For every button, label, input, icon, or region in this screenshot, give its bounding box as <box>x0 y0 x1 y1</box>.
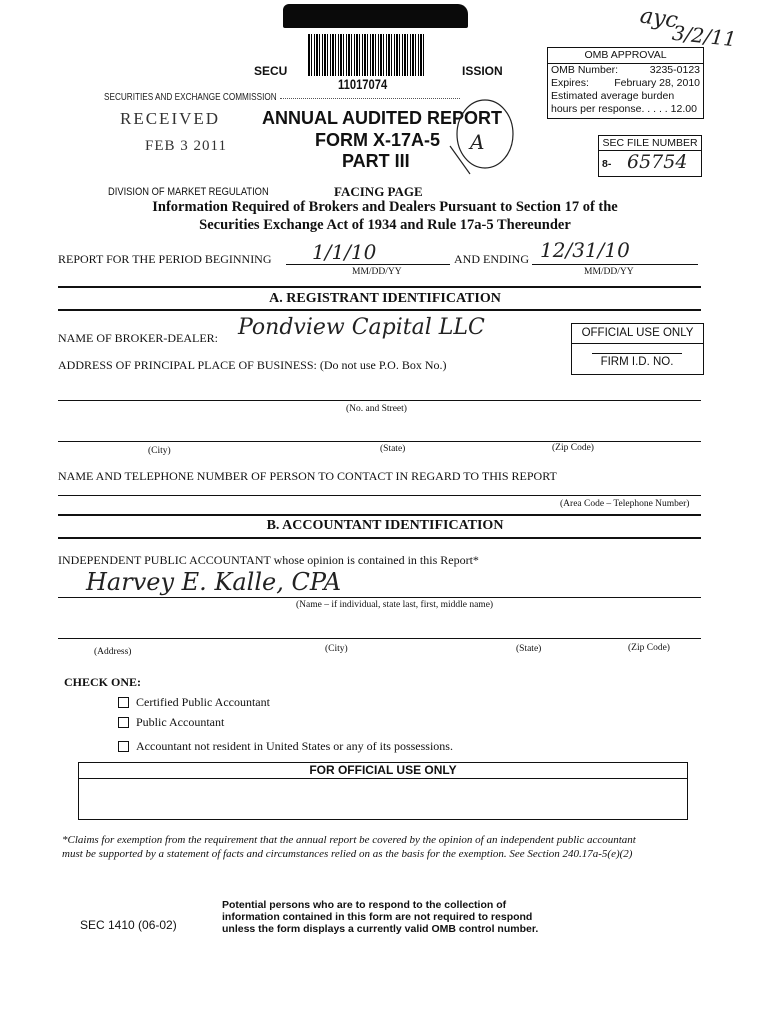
handwritten-date: 3/2/11 <box>670 20 738 52</box>
sec-file-title: SEC FILE NUMBER <box>599 136 701 151</box>
stamp-division: DIVISION OF MARKET REGULATION <box>108 186 269 198</box>
section-b-title: B. ACCOUNTANT IDENTIFICATION <box>266 518 504 533</box>
name-caption: (Name – if individual, state last, first, middle name) <box>296 600 494 610</box>
b-zip-caption: (Zip Code) <box>628 643 670 653</box>
period-begin-value[interactable]: 1/1/10 <box>312 240 377 264</box>
firm-id-label: FIRM I.D. NO. <box>592 353 682 368</box>
title-annual-report: ANNUAL AUDITED REPORT <box>262 108 503 128</box>
section-a-rule-bottom <box>58 309 701 311</box>
section-a-title: A. REGISTRANT IDENTIFICATION <box>269 291 501 306</box>
city-line <box>58 441 701 442</box>
address-label: ADDRESS OF PRINCIPAL PLACE OF BUSINESS: (Do not use P.O. Box No.) <box>58 358 447 372</box>
phone-caption: (Area Code – Telephone Number) <box>560 499 690 509</box>
amended-mark: A <box>470 130 485 154</box>
omb-number-value: 3235-0123 <box>649 64 700 76</box>
stamp-sec: SECURITIES AND EXCHANGE COMMISSION <box>104 92 277 103</box>
period-end-value[interactable]: 12/31/10 <box>540 238 630 262</box>
street-line <box>58 400 701 401</box>
period-end-format: MM/DD/YY <box>584 267 634 277</box>
b-address-caption: (Address) <box>94 647 132 657</box>
broker-value[interactable]: Pondview Capital LLC <box>238 315 485 340</box>
city-caption: (City) <box>148 446 171 456</box>
checkbox-public-accountant[interactable] <box>118 717 129 728</box>
stamp-date: FEB 3 2011 <box>145 138 227 154</box>
accountant-address-line <box>58 638 701 639</box>
omb-approval-box <box>547 47 704 119</box>
sec-file-number-box <box>598 135 702 177</box>
period-begin-label: REPORT FOR THE PERIOD BEGINNING <box>58 252 272 266</box>
option-cpa: Certified Public Accountant <box>136 695 270 709</box>
notice-line-2: information contained in this form are not required to respond <box>222 911 533 923</box>
accountant-value[interactable]: Harvey E. Kalle, CPA <box>86 568 342 596</box>
section-a-rule-top <box>58 286 701 288</box>
contact-label: NAME AND TELEPHONE NUMBER OF PERSON TO CONTACT IN REGARD TO THIS REPORT <box>58 469 557 483</box>
omb-burden-line2: hours per response. . . . . 12.00 <box>551 103 697 115</box>
period-begin-line <box>286 264 450 265</box>
redaction-bar <box>283 4 468 28</box>
form-code: SEC 1410 (06-02) <box>80 918 177 932</box>
checkbox-cpa[interactable] <box>118 697 129 708</box>
barcode-number: 11017074 <box>338 76 388 92</box>
barcode <box>308 34 426 76</box>
section-b-rule-top <box>58 514 701 516</box>
accountant-label: INDEPENDENT PUBLIC ACCOUNTANT whose opinion is contained in this Report* <box>58 553 479 567</box>
agency-right: ISSION <box>462 64 503 78</box>
official-use-b-title: FOR OFFICIAL USE ONLY <box>79 763 687 779</box>
b-city-caption: (City) <box>325 644 348 654</box>
agency-left: SECU <box>254 64 288 78</box>
omb-burden-line1: Estimated average burden <box>551 90 675 102</box>
notice-line-1: Potential persons who are to respond to the collection of <box>222 899 507 911</box>
period-end-line <box>532 264 698 265</box>
corner-initials: ayc <box>638 3 680 34</box>
accountant-line <box>58 597 701 598</box>
title-part: PART III <box>342 151 410 171</box>
omb-expires-label: Expires: <box>551 77 589 89</box>
official-use-box <box>571 323 704 375</box>
stamp-received: RECEIVED <box>120 109 221 128</box>
info-line-2: Securities Exchange Act of 1934 and Rule 17a-5 Thereunder <box>199 217 571 233</box>
section-b-rule-bottom <box>58 537 701 539</box>
state-caption: (State) <box>380 444 406 454</box>
option-non-resident: Accountant not resident in United States or any of its possessions. <box>136 739 453 753</box>
sec-file-prefix: 8- <box>602 158 612 170</box>
notice-line-3: unless the form displays a currently valid OMB control number. <box>222 923 539 935</box>
claims-line-2: must be supported by a statement of facts and circumstances relied on as the basis for the exemption. See Section 240.17a-5(e)(2) <box>62 848 633 860</box>
option-public-accountant: Public Accountant <box>136 715 225 729</box>
street-caption: (No. and Street) <box>346 404 407 414</box>
facing-page: FACING PAGE <box>334 184 423 199</box>
sec-file-value[interactable]: 65754 <box>627 151 688 173</box>
official-use-title: OFFICIAL USE ONLY <box>572 324 703 344</box>
b-state-caption: (State) <box>516 644 542 654</box>
omb-number-label: OMB Number: <box>551 64 619 76</box>
stamp-dotted-line <box>280 98 460 99</box>
official-use-box-b <box>78 762 688 820</box>
omb-expires-value: February 28, 2010 <box>614 77 700 89</box>
omb-title: OMB APPROVAL <box>548 48 703 64</box>
info-line-1: Information Required of Brokers and Dealers Pursuant to Section 17 of the <box>152 199 618 215</box>
contact-line <box>58 495 701 496</box>
period-begin-format: MM/DD/YY <box>352 267 402 277</box>
claims-line-1: *Claims for exemption from the requirement that the annual report be covered by the opinion of an independent public accountant <box>62 834 636 846</box>
checkbox-non-resident[interactable] <box>118 741 129 752</box>
zip-caption: (Zip Code) <box>552 443 594 453</box>
period-end-label: AND ENDING <box>454 252 529 266</box>
check-one-label: CHECK ONE: <box>64 675 142 689</box>
broker-label: NAME OF BROKER-DEALER: <box>58 331 219 345</box>
title-form: FORM X-17A-5 <box>315 130 441 150</box>
